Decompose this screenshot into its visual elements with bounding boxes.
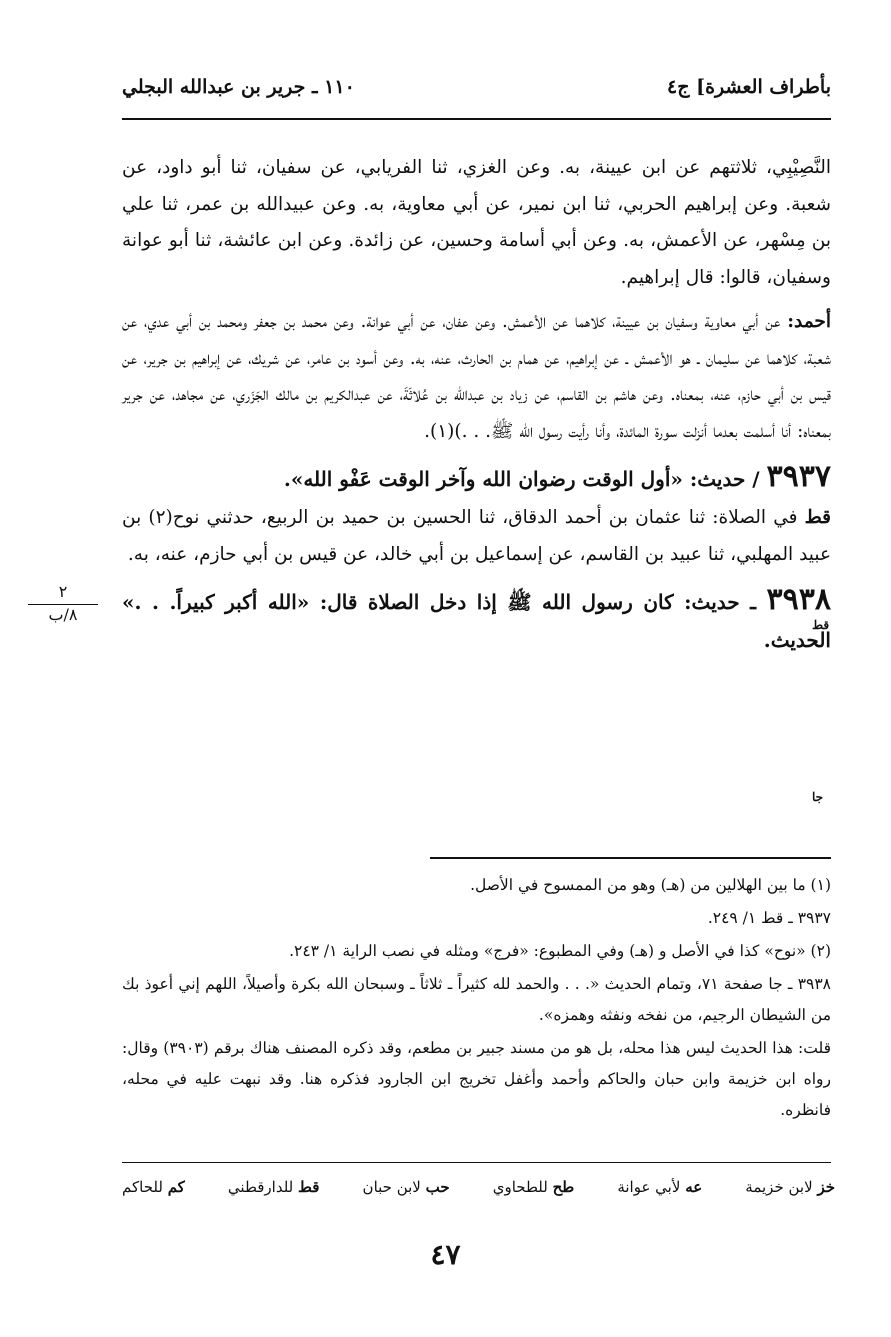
abbr-item: قط للدارقطني xyxy=(227,1178,320,1196)
footnote-1: (١) ما بين الهلالين من (هـ) وهو من الممسوح في الأصل. xyxy=(470,876,831,894)
abbr-item: طح للطحاوي xyxy=(492,1178,575,1196)
margin-manuscript-ref xyxy=(28,582,98,625)
paragraph-2 xyxy=(122,304,831,450)
hadith-number: ٣٩٣٨ xyxy=(766,582,831,617)
sigla-ja: جا xyxy=(812,790,824,804)
paragraph-3-text: في الصلاة: ثنا عثمان بن أحمد الدقاق، ثنا الحسين بن حميد بن الربيع، حدثني نوح(٢) بن عبيد المهلبي، ثنا عبيد بن القاسم، عن إسماعيل بن أبي خالد، عن قيس بن أبي حازم، عنه، به. xyxy=(122,507,831,565)
abbreviation-key xyxy=(122,1178,835,1196)
book-title: بأطراف العشرة] ج٤ xyxy=(667,76,831,98)
sigla-qt: قط xyxy=(812,618,830,632)
source-label-qt: قط xyxy=(804,507,831,528)
paragraph-3 xyxy=(122,500,831,573)
hadith-heading-text: / حديث: «أول الوقت رضوان الله وآخر الوقت عَفْو الله». xyxy=(283,467,760,491)
main-text xyxy=(122,150,831,661)
margin-ref-bottom: ٨/ب xyxy=(48,605,78,624)
footnotes xyxy=(122,870,831,1128)
abbr-item: خز لابن خزيمة xyxy=(745,1178,835,1196)
paragraph-1: النَّصِيْبِي، ثلاثتهم عن ابن عيينة، به. وعن الغزي، ثنا الفريابي، عن سفيان، ثنا أبو داود، عن شعبة. وعن إبراهيم الحربي، ثنا ابن نمير، عن أبي معاوية، به. وعن عبيدالله بن عمر، ثنا علي بن مِسْهر، عن الأعمش، به. وعن أبي أسامة وحسين، عن زائدة. وعن ابن عائشة، ثنا أبو عوانة وسفيان، قالوا: قال إبراهيم. xyxy=(122,157,831,288)
footnote-1b: ٣٩٣٧ ـ قط ١/ ٢٤٩. xyxy=(707,909,831,927)
hadith-heading-text: ـ حديث: كان رسول الله ﷺ إذا دخل الصلاة قال: «الله أكبر كبيراً. . .» الحديث. xyxy=(122,590,831,652)
abbreviation-rule xyxy=(122,1162,831,1163)
footnote-2: (٢) «نوح» كذا في الأصل و (هـ) وفي المطبوع: «فرج» ومثله في نصب الراية ١/ ٢٤٣. xyxy=(289,942,831,960)
hadith-heading-3938 xyxy=(122,581,831,659)
abbr-item: حب لابن حبان xyxy=(362,1178,450,1196)
section-title: ١١٠ ـ جرير بن عبدالله البجلي xyxy=(122,76,355,98)
running-header xyxy=(122,62,831,112)
margin-ref-top: ٢ xyxy=(28,582,98,605)
abbr-item: كم للحاكم xyxy=(122,1178,185,1196)
footnote-3: ٣٩٣٨ ـ جا صفحة ٧١، وتمام الحديث «. . . والحمد لله كثيراً ـ ثلاثاً ـ وسبحان الله بكرة وأصيلاً، اللهم إني أعوذ بك من الشيطان الرجيم، من نفخه ونفثه وهمزه». xyxy=(122,975,831,1024)
hadith-heading-3937 xyxy=(122,458,831,498)
hadith-number: ٣٩٣٧ xyxy=(766,459,831,494)
page-number: ٤٧ xyxy=(430,1238,461,1271)
abbr-item: عه لأبي عوانة xyxy=(617,1178,703,1196)
footnote-4: قلت: هذا الحديث ليس هذا محله، بل هو من مسند جبير بن مطعم، وقد ذكره المصنف هناك برقم (٣٩٠٣) وقال: رواه ابن خزيمة وابن حبان والحاكم وأحمد وأغفل تخريج ابن الجارود فذكره هنا. وقد نبهت عليه في محله، فانظره. xyxy=(122,1039,831,1119)
footnote-rule xyxy=(430,857,831,859)
paragraph-2-text: عن أبي معاوية وسفيان بن عيينة، كلاهما عن الأعمش. وعن عفان، عن أبي عوانة. وعن محمد بن جعفر ومحمد بن أبي عدي، عن شعبة، كلاهما عن سليمان ـ هو الأعمش ـ عن إبراهيم، عن همام بن الحارث، عنه، به. وعن أسود بن عامر، عن شريك، عن إبراهيم بن جرير، عن قيس بن أبي حازم، عنه، بمعناه. وعن هاشم بن القاسم، عن زياد بن عبدالله بن عُلاثَةَ، عن عبدالكريم بن مالك الجَزَري، عن مجاهد، عن جرير بمعناه: أنا أسلمت بعدما أنزلت سورة المائدة، وأنا رأيت رسول الله ﷺ. . .)(١). xyxy=(122,311,831,442)
source-label-ahmad: أحمد: xyxy=(787,311,831,332)
header-rule xyxy=(122,118,831,120)
